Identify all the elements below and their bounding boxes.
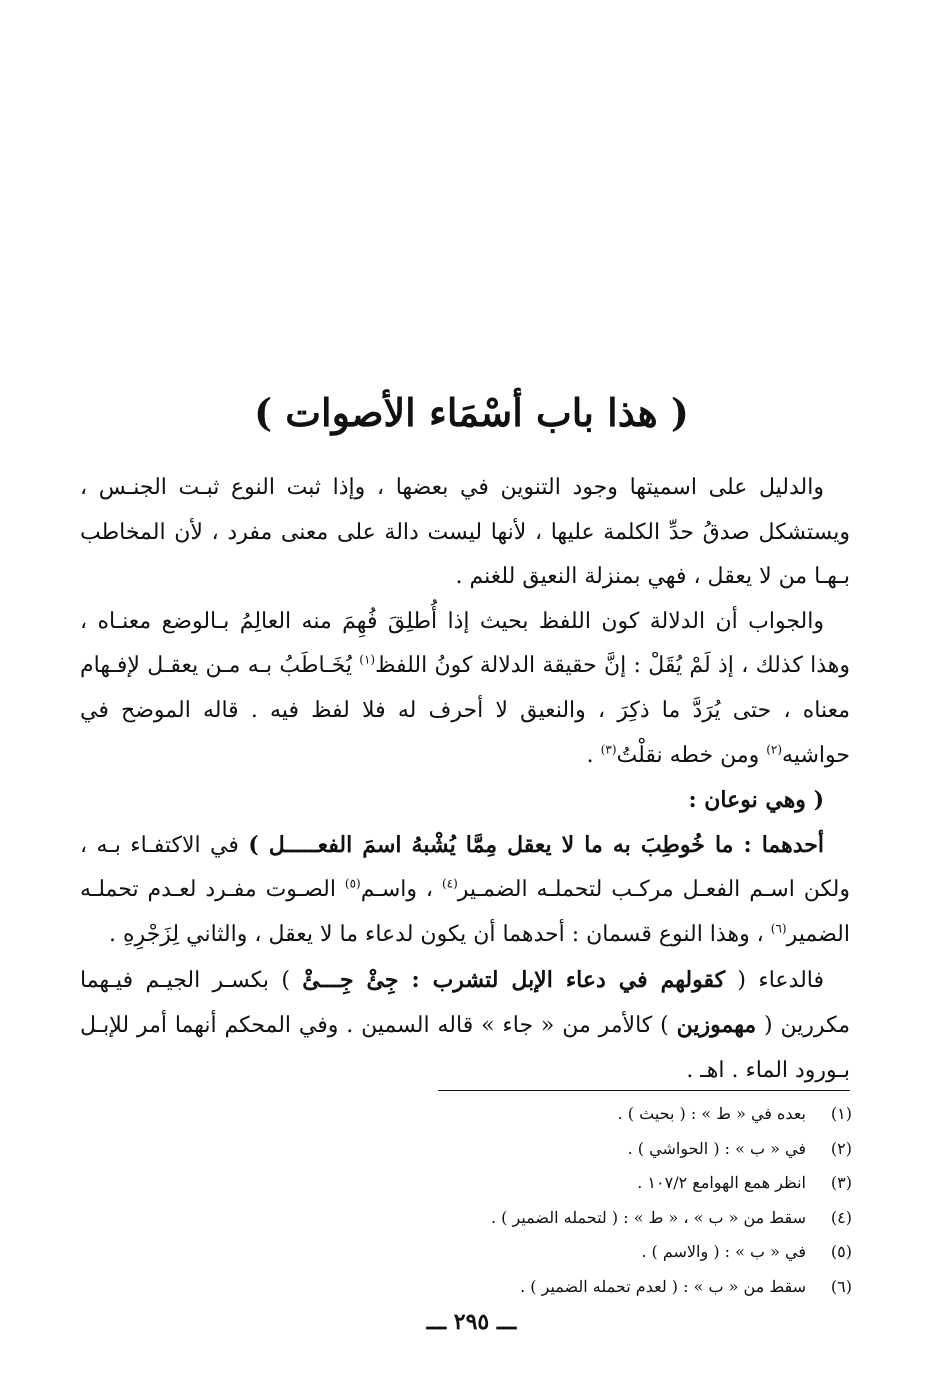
footnotes <box>300 1097 852 1305</box>
paragraph-5 <box>80 958 850 1094</box>
footnote-number: (٢) <box>830 1138 852 1158</box>
body-text <box>80 466 850 1093</box>
paragraph-5-bold-1: كقولهم في دعاء الإبل لتشرب : جِئْ جِـــئْ <box>302 966 726 993</box>
footnote-ref-6: (٦) <box>770 921 787 936</box>
footnote-1 <box>300 1097 852 1132</box>
footnote-ref-5: (٥) <box>344 877 361 892</box>
paragraph-2 <box>80 600 850 778</box>
footnote-3 <box>300 1166 852 1201</box>
paragraph-1: والدليل على اسميتها وجود التنوين في بعضها ، وإذا ثبت النوع ثبـت الجنـس ، ويستشكل صدقُ حدِّ الكلمة عليها ، لأنها ليست دالة على معنى مفرد ، لأن المخاطب بـهـا من لا يعقل ، فهي بمنزلة النعيق للغنم . <box>80 475 850 590</box>
footnote-4 <box>300 1201 852 1236</box>
paragraph-5-bold-2: مهموزين <box>676 1012 757 1039</box>
footnote-text: في « ب » : ( الحواشي ) . <box>627 1138 806 1158</box>
footnote-number: (٥) <box>830 1242 852 1262</box>
paragraph-4-part-a: في الاكتفـاء بـه ، ولكن اسـم الفعـل مركـب لتحملـه الضمـير <box>80 832 850 903</box>
footnote-ref-1: (١) <box>359 653 376 668</box>
paragraph-3: ( وهي نوعان : <box>688 787 824 814</box>
paragraph-2-part-d: . <box>586 742 601 768</box>
footnote-text: في « ب » : ( والاسم ) . <box>641 1242 806 1262</box>
footnote-text: سقط من « ب » : ( لعدم تحمله الضمير ) . <box>520 1276 806 1296</box>
paragraph-5-part-c: ) كالأمر من « جاء » قاله السمين . وفي المحكم أنهما أمر للإبـل بـورود الماء . اهـ . <box>80 1013 850 1083</box>
paragraph-2-part-c: ومن خطه نقلْتُ <box>616 742 767 768</box>
paragraph-4 <box>80 823 850 958</box>
paragraph-2-part-a: والجواب أن الدلالة كون اللفظ بحيث إذا أُطلِقَ فُهِمَ منه العالِمُ بـالوضع معنـاه ، وهذا كذلك ، إذ لَمْ يُقَلْ : إنَّ حقيقة الدلالة كونُ اللفظ <box>80 608 850 679</box>
paragraph-5-part-b: ) بكسـر الجيـم فيـهما مكررين ( <box>80 967 851 1039</box>
footnote-text: انظر همع الهوامع ١٠٧/٢ . <box>637 1173 806 1193</box>
paragraph-5-part-a: فالدعاء ( <box>725 967 824 993</box>
footnote-5 <box>300 1235 852 1270</box>
paragraph-4-part-c: الصـوت مفـرد لعـدم تحملـه الضمير <box>80 877 850 947</box>
footnote-2 <box>300 1132 852 1167</box>
footnote-number: (٦) <box>830 1276 852 1296</box>
paragraph-4-part-b: ، واسـم <box>360 877 442 903</box>
footnote-number: (١) <box>830 1104 852 1123</box>
footnote-6 <box>300 1270 852 1305</box>
paragraph-4-part-d: ، وهذا النوع قسمان : أحدهما أن يكون لدعاء ما لا يعقل ، والثاني لِزَجْرِهِ . <box>109 921 771 947</box>
chapter-title: ( هذا باب أسْمَاء الأصوات ) <box>254 390 689 435</box>
footnote-ref-2: (٢) <box>766 742 783 757</box>
footnote-separator <box>438 1090 850 1091</box>
footnote-text: بعده في « ط » : ( بحيث ) . <box>617 1104 806 1123</box>
footnote-ref-3: (٣) <box>600 742 617 757</box>
footnote-number: (٣) <box>830 1173 852 1193</box>
paragraph-4-bold: أحدهما : ما خُوطِبَ به ما لا يعقل مِمَّا يُشْبهُ اسمَ الفعـــــل ) <box>248 831 824 858</box>
footnote-ref-4: (٤) <box>441 877 458 892</box>
footnote-text: سقط من « ب » ، « ط » : ( لتحمله الضمير ) . <box>490 1207 806 1227</box>
page-number: ـــ ٢٩٥ ـــ <box>426 1309 517 1335</box>
paragraph-2-part-b: يُخَـاطَبُ بـه مـن يعقـل لإفـهام معناه ، حتى يُرَدَّ ما ذكِرَ ، والنعيق لا أحرف له فلا لفظ فيه . قاله الموضح في حواشيه <box>80 653 850 768</box>
footnote-number: (٤) <box>830 1207 852 1227</box>
